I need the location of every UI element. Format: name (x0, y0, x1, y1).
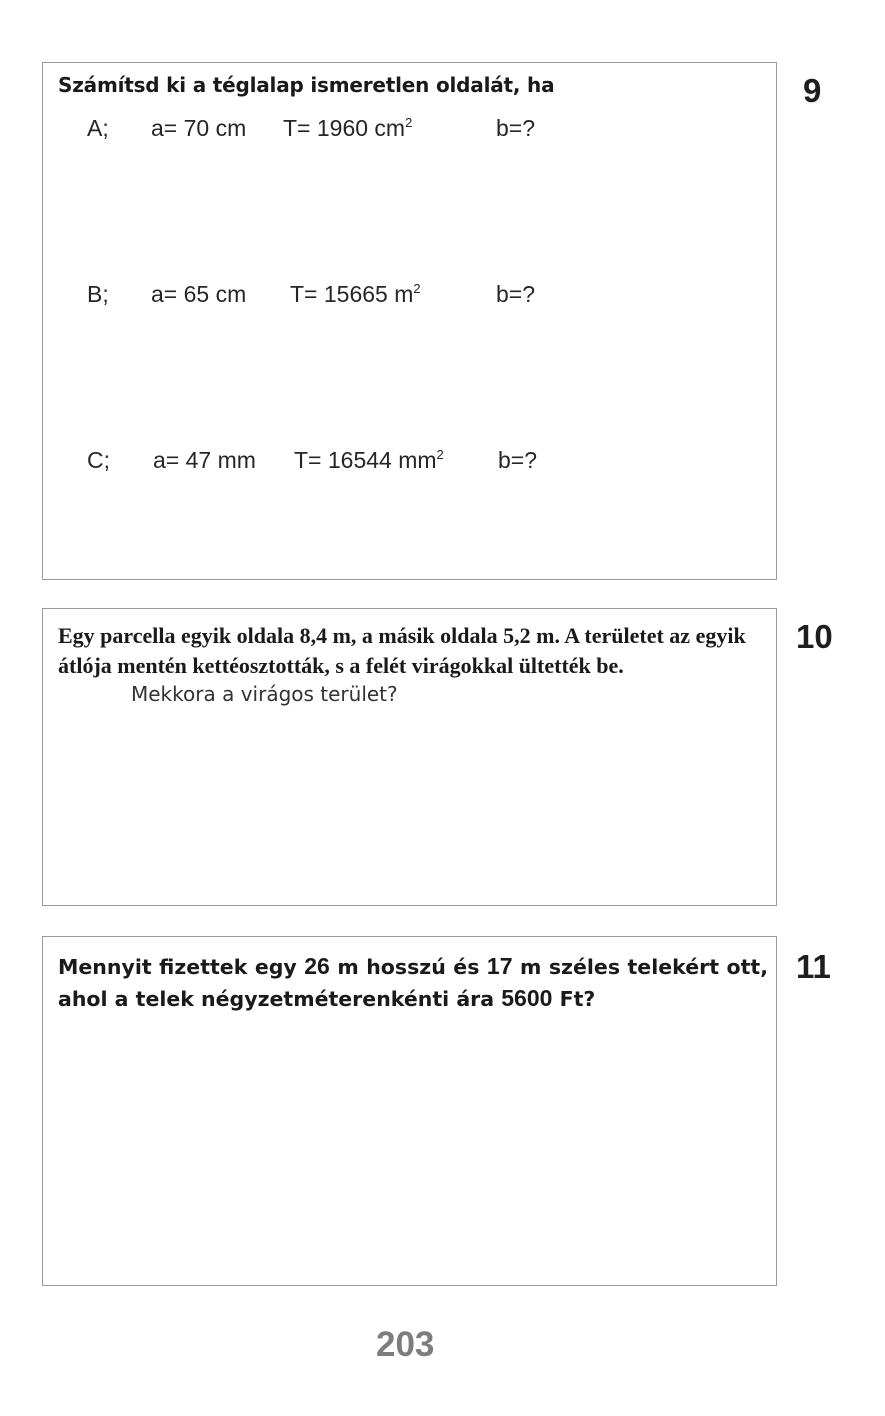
text-part: m, a másik oldala (327, 623, 504, 648)
emphasized-number: 17 (486, 953, 513, 979)
area-value (283, 115, 412, 142)
area-text: T= 15665 m (290, 281, 414, 307)
exercise-9-prompt: Számítsd ki a téglalap ismeretlen oldalát, ha (58, 73, 555, 97)
row-label: A; (87, 115, 109, 141)
area-exponent: 2 (436, 447, 444, 462)
area-text: T= 16544 mm (294, 447, 437, 473)
area-exponent: 2 (413, 281, 421, 296)
exercise-9-box (42, 62, 777, 580)
exercise-11-box (42, 936, 777, 1286)
exercise-number-10: 10 (796, 618, 833, 655)
row-label: B; (87, 281, 109, 307)
text-part: m széles telekért ott, ahol a telek négyzetméterenkénti ára (58, 955, 768, 1011)
exercise-11-text (58, 951, 768, 1015)
side-b-question: b=? (496, 281, 536, 307)
side-a-value: a= 65 cm (151, 281, 247, 307)
text-part: Ft? (552, 987, 596, 1011)
emphasized-number: 5,2 (503, 623, 531, 648)
emphasized-number: 5600 (501, 985, 553, 1011)
side-a-value: a= 70 cm (151, 115, 247, 141)
area-value (290, 281, 421, 308)
text-part: m. A területet az egyik átlója mentén kettéosztották, s a felét virágokkal ültették be. (58, 623, 746, 678)
area-exponent: 2 (405, 115, 413, 130)
exercise-10-question: Mekkora a virágos terület? (131, 682, 398, 706)
page-number: 203 (376, 1325, 435, 1364)
emphasized-number: 26 (304, 953, 330, 979)
area-value (294, 447, 444, 474)
text-part: m hosszú és (329, 955, 487, 979)
exercise-number-11: 11 (796, 948, 831, 985)
exercise-10-box (42, 608, 777, 906)
text-part: Mennyit fizettek egy (58, 955, 305, 979)
side-a-value: a= 47 mm (153, 447, 256, 473)
row-label: C; (87, 447, 110, 473)
area-text: T= 1960 cm (283, 115, 406, 141)
exercise-number-9: 9 (803, 72, 822, 109)
text-part: Egy parcella egyik oldala (58, 623, 300, 648)
exercise-10-text (58, 621, 768, 681)
side-b-question: b=? (498, 447, 538, 473)
side-b-question: b=? (496, 115, 536, 141)
emphasized-number: 8,4 (299, 623, 328, 648)
